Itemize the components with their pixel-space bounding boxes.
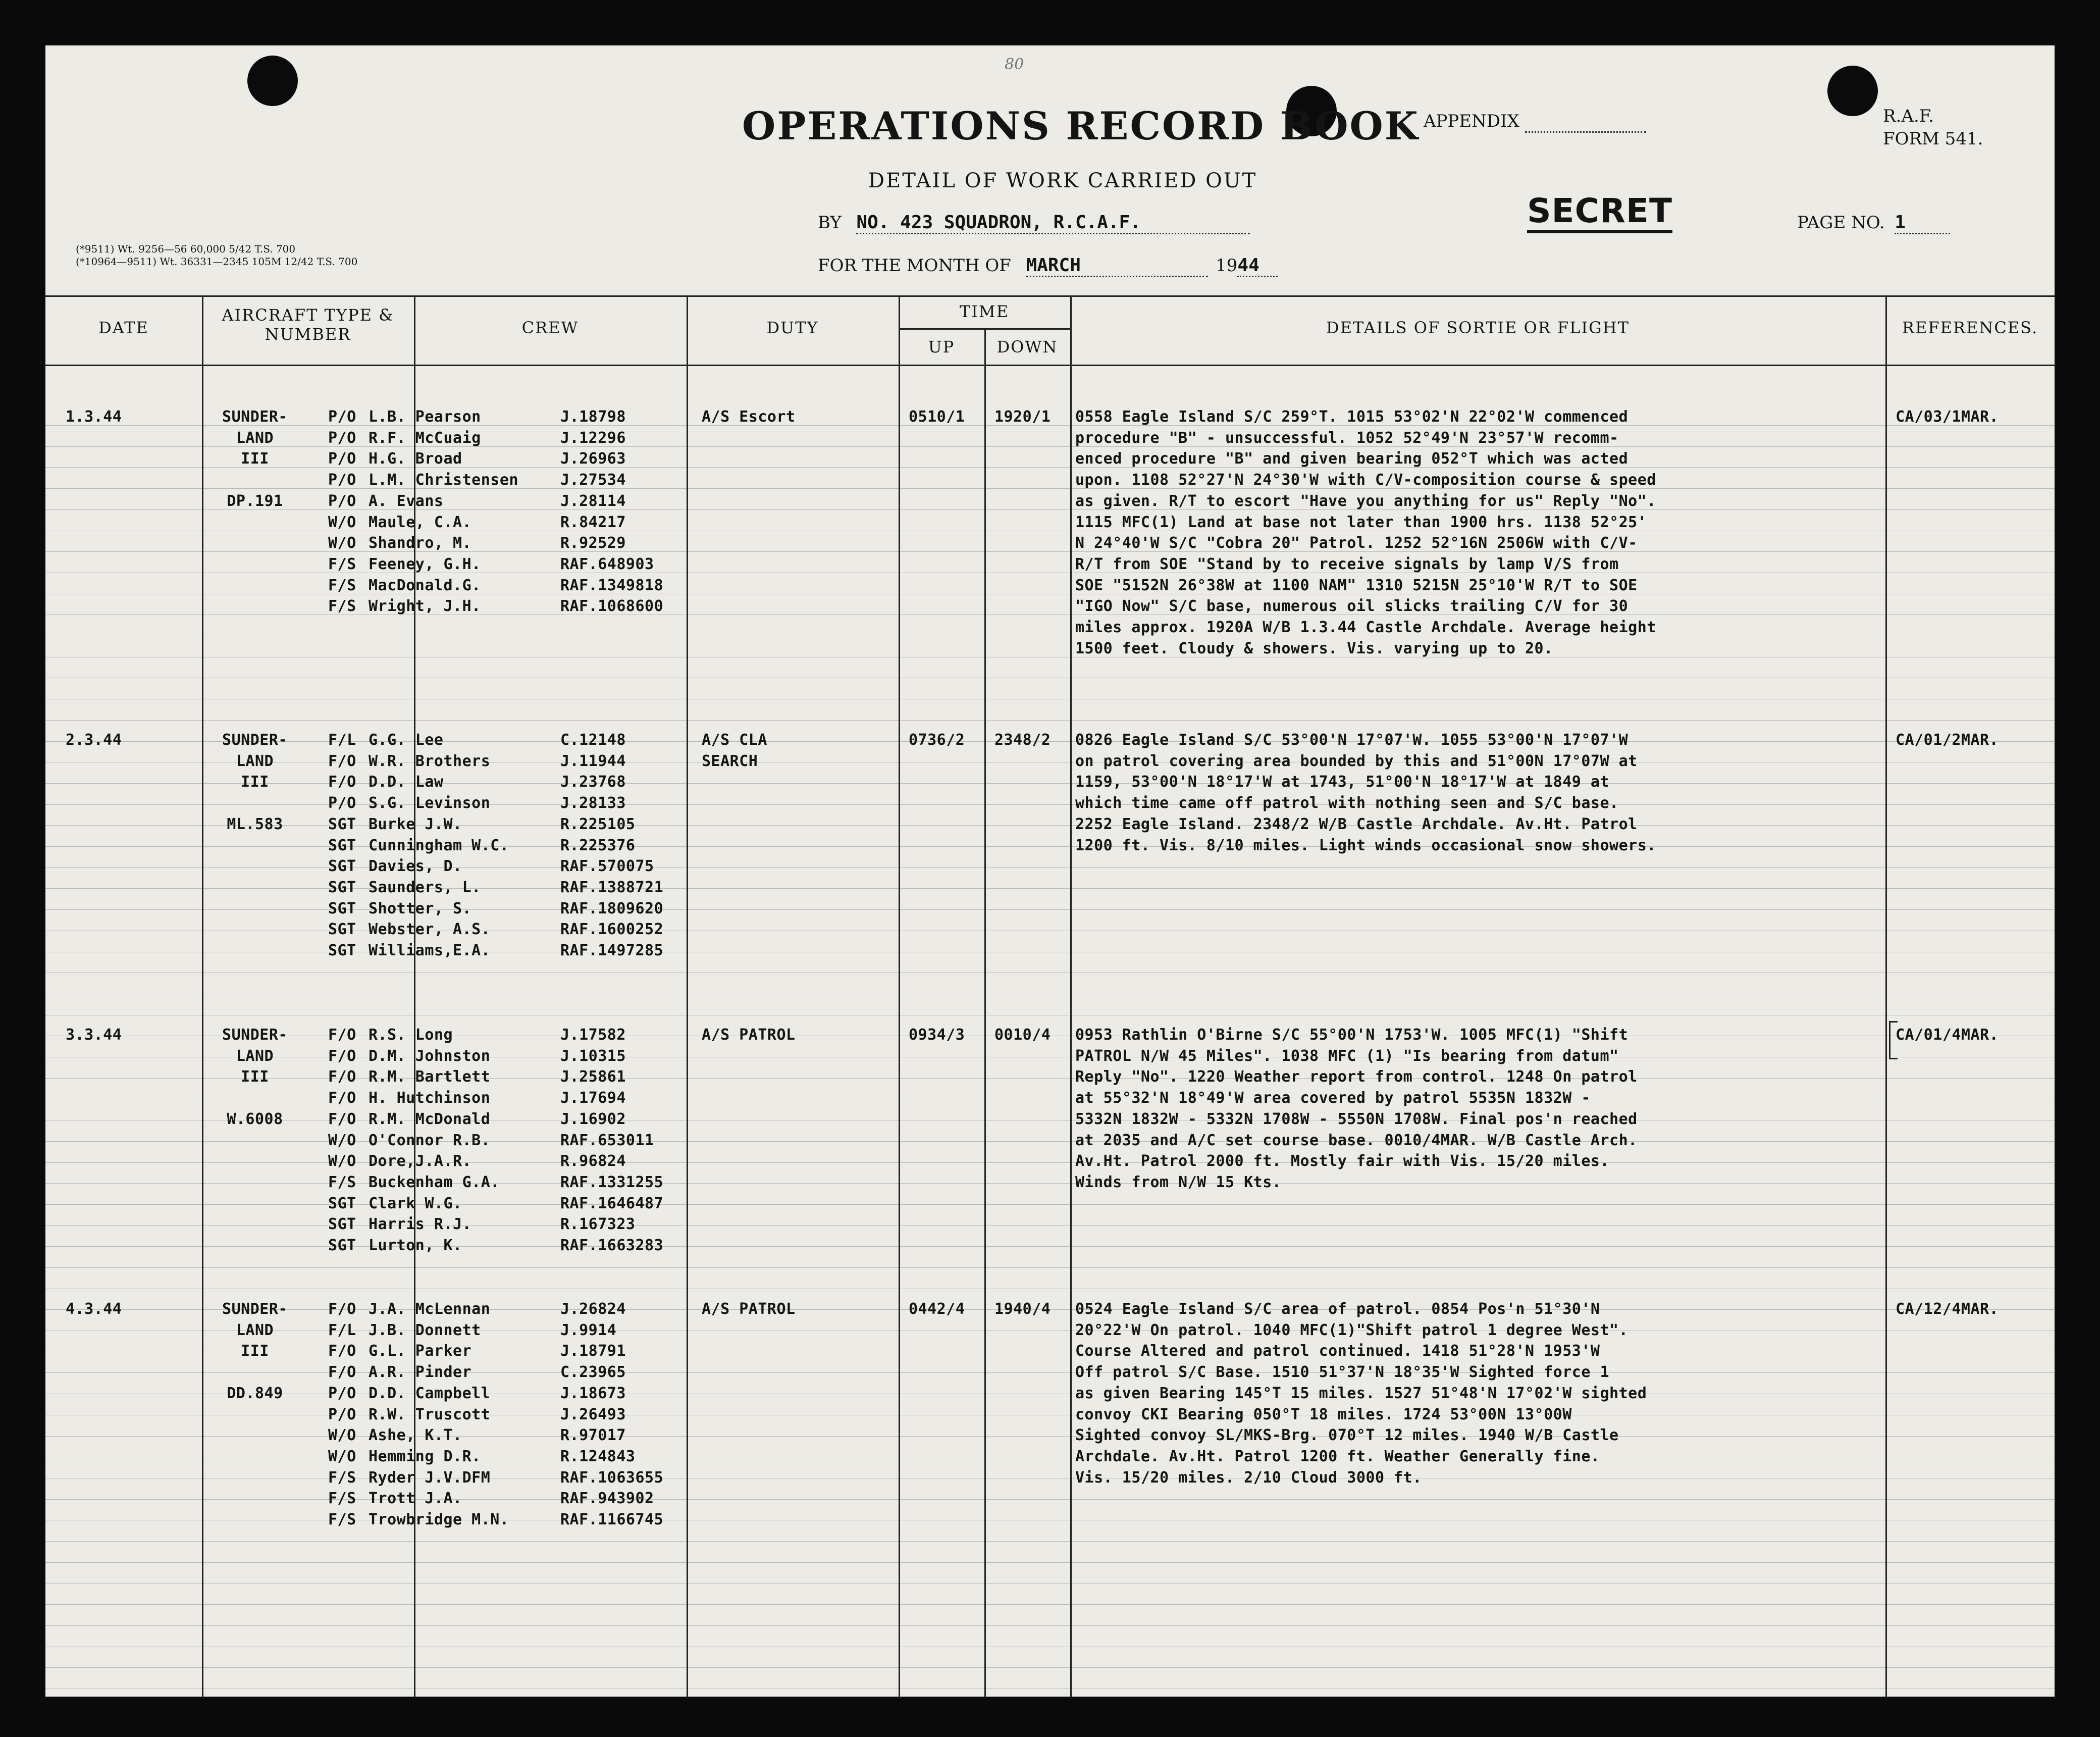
- sortie-date: 1.3.44: [66, 408, 122, 426]
- aircraft-line: III: [241, 450, 269, 468]
- crew-number: R.225105: [560, 815, 636, 833]
- detail-line: "IGO Now" S/C base, numerous oil slicks trailing C/V for 30: [1075, 597, 1629, 616]
- aircraft-line: DD.849: [227, 1384, 283, 1402]
- crew-rank: F/S: [328, 597, 356, 616]
- aircraft-line: LAND: [236, 1321, 274, 1339]
- crew-rank: F/S: [328, 555, 356, 573]
- crew-number: RAF.653011: [560, 1131, 654, 1149]
- time-up: 0510/1: [909, 408, 965, 426]
- crew-rank: W/O: [328, 513, 356, 531]
- crew-number: RAF.1388721: [560, 878, 664, 896]
- aircraft-line: III: [241, 1342, 269, 1360]
- crew-number: R.96824: [560, 1152, 626, 1170]
- crew-rank: SGT: [328, 1215, 356, 1234]
- detail-line: Sighted convoy SL/MKS-Brg. 070°T 12 miles. 1940 W/B Castle: [1075, 1426, 1619, 1445]
- time-down: 1940/4: [994, 1300, 1051, 1318]
- crew-name: R.S. Long: [369, 1026, 453, 1044]
- crew-name: Cunningham W.C.: [369, 836, 509, 854]
- crew-number: RAF.1331255: [560, 1173, 664, 1191]
- crew-name: J.A. McLennan: [369, 1300, 491, 1318]
- crew-name: Webster, A.S.: [369, 921, 491, 939]
- crew-rank: SGT: [328, 921, 356, 939]
- aircraft-line: DP.191: [227, 492, 283, 510]
- detail-line: on patrol covering area bounded by this and 51°00N 17°07W at: [1075, 752, 1638, 770]
- crew-number: RAF.1497285: [560, 942, 664, 959]
- crew-number: RAF.1063655: [560, 1468, 664, 1487]
- detail-line: Winds from N/W 15 Kts.: [1075, 1173, 1282, 1191]
- raf-label: R.A.F.: [1883, 106, 1934, 126]
- col-divider-crew: [687, 295, 688, 1697]
- crew-name: Trott J.A.: [369, 1490, 462, 1508]
- form-label: FORM 541.: [1883, 129, 1983, 149]
- ruled-line: [45, 720, 2055, 721]
- detail-line: miles approx. 1920A W/B 1.3.44 Castle Archdale. Average height: [1075, 619, 1656, 636]
- detail-line: PATROL N/W 45 Miles". 1038 MFC (1) "Is bearing from datum": [1075, 1047, 1619, 1065]
- detail-line: 5332N 1832W - 5332N 1708W - 5550N 1708W. Final pos'n reached: [1075, 1110, 1638, 1128]
- crew-rank: F/L: [328, 1321, 356, 1339]
- crew-rank: F/O: [328, 1047, 356, 1065]
- crew-name: O'Connor R.B.: [369, 1131, 491, 1149]
- crew-name: H. Hutchinson: [369, 1089, 491, 1107]
- crew-rank: F/L: [328, 731, 356, 749]
- crew-name: L.M. Christensen: [369, 471, 518, 489]
- crew-rank: P/O: [328, 471, 356, 489]
- crew-rank: SGT: [328, 899, 356, 917]
- crew-number: J.26824: [560, 1300, 626, 1318]
- col-divider-duty: [899, 295, 900, 1697]
- crew-number: J.17694: [560, 1089, 626, 1107]
- aircraft-line: SUNDER-: [222, 731, 288, 749]
- crew-name: A. Evans: [369, 492, 444, 510]
- page-title: OPERATIONS RECORD BOOK: [742, 104, 1420, 148]
- crew-name: R.F. McCuaig: [369, 429, 481, 447]
- table-header-border: [45, 365, 2055, 366]
- crew-name: Wright, J.H.: [369, 597, 481, 616]
- crew-name: J.B. Donnett: [369, 1321, 481, 1339]
- crew-rank: P/O: [328, 492, 356, 510]
- ruled-line: [45, 1625, 2055, 1626]
- detail-line: at 55°32'N 18°49'W area covered by patrol 5535N 1832W -: [1075, 1089, 1591, 1107]
- page-number: PAGE NO. 1: [1797, 212, 1950, 234]
- reference: CA/01/2MAR.: [1896, 731, 1999, 749]
- crew-number: RAF.648903: [560, 555, 654, 573]
- crew-name: L.B. Pearson: [369, 408, 481, 426]
- sortie-date: 4.3.44: [66, 1300, 122, 1318]
- print-code-2: (*10964—9511) Wt. 36331—2345 105M 12/42 T.S. 700: [76, 256, 358, 268]
- appendix-label: APPENDIX: [1424, 111, 1646, 133]
- crew-name: D.M. Johnston: [369, 1047, 491, 1065]
- reference: CA/03/1MAR.: [1896, 408, 1999, 426]
- crew-rank: F/O: [328, 1363, 356, 1382]
- ruled-line: [45, 1667, 2055, 1668]
- crew-name: Shandro, M.: [369, 534, 472, 552]
- crew-rank: F/O: [328, 1300, 356, 1318]
- crew-rank: F/S: [328, 1468, 356, 1487]
- detail-line: Vis. 15/20 miles. 2/10 Cloud 3000 ft.: [1075, 1468, 1422, 1487]
- detail-line: Archdale. Av.Ht. Patrol 1200 ft. Weather Generally fine.: [1075, 1447, 1600, 1465]
- crew-rank: P/O: [328, 794, 356, 812]
- aircraft-line: III: [241, 1068, 269, 1086]
- reference: CA/12/4MAR.: [1896, 1300, 1999, 1318]
- col-header-down: DOWN: [996, 337, 1058, 356]
- crew-rank: SGT: [328, 836, 356, 854]
- crew-rank: F/S: [328, 576, 356, 594]
- binder-hole-3: [1827, 66, 1878, 116]
- crew-name: Saunders, L.: [369, 878, 481, 896]
- ruled-line: [45, 1562, 2055, 1563]
- ruled-line: [45, 1267, 2055, 1268]
- detail-line: Av.Ht. Patrol 2000 ft. Mostly fair with Vis. 15/20 miles.: [1075, 1152, 1610, 1170]
- crew-name: Ryder J.V.DFM: [369, 1468, 491, 1487]
- crew-number: J.26493: [560, 1405, 626, 1423]
- crew-rank: SGT: [328, 815, 356, 833]
- crew-number: RAF.570075: [560, 857, 654, 876]
- crew-name: S.G. Levinson: [369, 794, 491, 812]
- crew-number: R.124843: [560, 1447, 636, 1465]
- time-down: 2348/2: [994, 731, 1051, 749]
- crew-name: D.D. Law: [369, 773, 444, 791]
- duty-line: A/S PATROL: [702, 1026, 796, 1044]
- detail-line: SOE "5152N 26°38W at 1100 NAM" 1310 5215N 25°10'W R/T to SOE: [1075, 576, 1638, 594]
- squadron-line: BY NO. 423 SQUADRON, R.C.A.F.: [818, 212, 1250, 234]
- detail-line: N 24°40'W S/C "Cobra 20" Patrol. 1252 52°16N 2506W with C/V-: [1075, 534, 1638, 552]
- crew-number: J.18673: [560, 1384, 626, 1402]
- reference-bracket: [1889, 1021, 1898, 1059]
- crew-name: H.G. Broad: [369, 450, 462, 468]
- crew-name: Dore,J.A.R.: [369, 1152, 472, 1170]
- detail-line: as given Bearing 145°T 15 miles. 1527 51°48'N 17°02'W sighted: [1075, 1384, 1647, 1402]
- crew-name: G.G. Lee: [369, 731, 444, 749]
- crew-number: RAF.1349818: [560, 576, 664, 594]
- crew-name: W.R. Brothers: [369, 752, 491, 770]
- crew-name: Davies, D.: [369, 857, 462, 876]
- print-code-1: (*9511) Wt. 9256—56 60,000 5/42 T.S. 700: [76, 243, 296, 255]
- crew-rank: F/O: [328, 773, 356, 791]
- col-header-details: DETAILS OF SORTIE OR FLIGHT: [1326, 318, 1630, 337]
- aircraft-line: SUNDER-: [222, 408, 288, 426]
- crew-name: D.D. Campbell: [369, 1384, 491, 1402]
- binder-hole-1: [247, 56, 298, 106]
- crew-number: J.16902: [560, 1110, 626, 1128]
- detail-line: 1500 feet. Cloudy & showers. Vis. varying up to 20.: [1075, 639, 1553, 657]
- duty-line: A/S Escort: [702, 408, 796, 426]
- time-up: 0442/4: [909, 1300, 965, 1318]
- aircraft-line: LAND: [236, 752, 274, 770]
- crew-number: J.9914: [560, 1321, 617, 1339]
- crew-rank: W/O: [328, 1131, 356, 1149]
- crew-rank: P/O: [328, 408, 356, 426]
- crew-number: R.167323: [560, 1215, 636, 1234]
- handwritten-note: 80: [1005, 56, 1024, 73]
- record-sheet: [45, 45, 2055, 1697]
- ruled-line: [45, 1604, 2055, 1605]
- table-top-border: [45, 295, 2055, 297]
- crew-number: J.17582: [560, 1026, 626, 1044]
- crew-number: J.12296: [560, 429, 626, 447]
- crew-rank: F/O: [328, 1026, 356, 1044]
- col-divider-time: [1070, 295, 1072, 1697]
- duty-line: A/S CLA: [702, 731, 767, 749]
- month-value: MARCH: [1026, 255, 1208, 277]
- crew-name: Maule, C.A.: [369, 513, 472, 531]
- crew-number: RAF.1809620: [560, 899, 664, 917]
- crew-name: R.W. Truscott: [369, 1405, 491, 1423]
- crew-number: RAF.1600252: [560, 921, 664, 939]
- col-divider-up: [984, 328, 986, 1697]
- crew-name: Buckenham G.A.: [369, 1173, 500, 1191]
- crew-number: J.11944: [560, 752, 626, 770]
- time-down: 0010/4: [994, 1026, 1051, 1044]
- detail-line: 2252 Eagle Island. 2348/2 W/B Castle Archdale. Av.Ht. Patrol: [1075, 815, 1638, 833]
- sortie-date: 2.3.44: [66, 731, 122, 749]
- crew-number: J.18798: [560, 408, 626, 426]
- reference: CA/01/4MAR.: [1896, 1026, 1999, 1044]
- time-down: 1920/1: [994, 408, 1051, 426]
- crew-number: J.27534: [560, 471, 626, 489]
- crew-name: Lurton, K.: [369, 1237, 462, 1254]
- col-header-duty: DUTY: [766, 318, 819, 337]
- aircraft-line: W.6008: [227, 1110, 283, 1128]
- detail-line: Course Altered and patrol continued. 1418 51°28'N 1953'W: [1075, 1342, 1600, 1360]
- crew-rank: P/O: [328, 1384, 356, 1402]
- crew-name: Williams,E.A.: [369, 942, 491, 959]
- crew-rank: W/O: [328, 1152, 356, 1170]
- crew-rank: F/S: [328, 1173, 356, 1191]
- crew-rank: F/O: [328, 1110, 356, 1128]
- detail-line: Off patrol S/C Base. 1510 51°37'N 18°35'W Sighted force 1: [1075, 1363, 1610, 1382]
- crew-rank: F/O: [328, 1342, 356, 1360]
- detail-line: 0826 Eagle Island S/C 53°00'N 17°07'W. 1055 53°00'N 17°07'W: [1075, 731, 1629, 749]
- classification-stamp: SECRET: [1527, 192, 1672, 233]
- detail-line: 1159, 53°00'N 18°17'W at 1743, 51°00'N 18°17'W at 1849 at: [1075, 773, 1610, 791]
- year-value: 44: [1237, 255, 1278, 277]
- crew-name: Clark W.G.: [369, 1194, 462, 1212]
- col-header-aircraft: AIRCRAFT TYPE & NUMBER: [222, 305, 394, 344]
- crew-number: RAF.1646487: [560, 1194, 664, 1212]
- aircraft-line: ML.583: [227, 815, 283, 833]
- col-header-up: UP: [928, 337, 955, 356]
- time-up: 0736/2: [909, 731, 965, 749]
- crew-rank: F/O: [328, 1089, 356, 1107]
- month-line: FOR THE MONTH OF MARCH 1944: [818, 255, 1278, 277]
- crew-rank: F/O: [328, 1068, 356, 1086]
- crew-number: J.25861: [560, 1068, 626, 1086]
- detail-line: 20°22'W On patrol. 1040 MFC(1)"Shift patrol 1 degree West".: [1075, 1321, 1629, 1339]
- detail-line: as given. R/T to escort "Have you anything for us" Reply "No".: [1075, 492, 1656, 510]
- crew-number: J.28114: [560, 492, 626, 510]
- crew-number: R.225376: [560, 836, 636, 854]
- crew-rank: F/S: [328, 1490, 356, 1508]
- detail-line: Reply "No". 1220 Weather report from control. 1248 On patrol: [1075, 1068, 1638, 1086]
- detail-line: 1115 MFC(1) Land at base not later than 1900 hrs. 1138 52°25': [1075, 513, 1647, 531]
- crew-rank: SGT: [328, 942, 356, 959]
- detail-line: which time came off patrol with nothing seen and S/C base.: [1075, 794, 1619, 812]
- crew-number: RAF.1068600: [560, 597, 664, 616]
- ruled-line: [45, 1541, 2055, 1542]
- detail-line: 0953 Rathlin O'Birne S/C 55°00'N 1753'W. 1005 MFC(1) "Shift: [1075, 1026, 1629, 1044]
- crew-rank: F/S: [328, 1511, 356, 1528]
- crew-name: Ashe, K.T.: [369, 1426, 462, 1445]
- col-divider-details: [1885, 295, 1887, 1697]
- crew-number: R.84217: [560, 513, 626, 531]
- crew-name: A.R. Pinder: [369, 1363, 472, 1382]
- crew-number: J.10315: [560, 1047, 626, 1065]
- aircraft-line: LAND: [236, 1047, 274, 1065]
- col-divider-date: [202, 295, 203, 1697]
- duty-line: A/S PATROL: [702, 1300, 796, 1318]
- crew-number: C.23965: [560, 1363, 626, 1382]
- crew-number: C.12148: [560, 731, 626, 749]
- crew-number: J.26963: [560, 450, 626, 468]
- crew-number: R.92529: [560, 534, 626, 552]
- crew-rank: P/O: [328, 450, 356, 468]
- crew-name: G.L. Parker: [369, 1342, 472, 1360]
- crew-name: Harris R.J.: [369, 1215, 472, 1234]
- crew-number: J.23768: [560, 773, 626, 791]
- detail-line: convoy CKI Bearing 050°T 18 miles. 1724 53°00N 13°00W: [1075, 1405, 1572, 1423]
- crew-rank: SGT: [328, 878, 356, 896]
- detail-line: 0524 Eagle Island S/C area of patrol. 0854 Pos'n 51°30'N: [1075, 1300, 1600, 1318]
- col-header-date: DATE: [98, 318, 149, 337]
- crew-rank: F/O: [328, 752, 356, 770]
- crew-name: Hemming D.R.: [369, 1447, 481, 1465]
- crew-rank: P/O: [328, 429, 356, 447]
- squadron-name: NO. 423 SQUADRON, R.C.A.F.: [856, 212, 1250, 234]
- crew-number: J.28133: [560, 794, 626, 812]
- crew-number: RAF.1663283: [560, 1237, 664, 1254]
- crew-name: Feeney, G.H.: [369, 555, 481, 573]
- crew-number: R.97017: [560, 1426, 626, 1445]
- crew-number: RAF.943902: [560, 1490, 654, 1508]
- crew-name: Shotter, S.: [369, 899, 472, 917]
- duty-line: SEARCH: [702, 752, 758, 770]
- detail-line: upon. 1108 52°27'N 24°30'W with C/V-composition course & speed: [1075, 471, 1656, 489]
- detail-line: at 2035 and A/C set course base. 0010/4MAR. W/B Castle Arch.: [1075, 1131, 1638, 1149]
- detail-line: procedure "B" - unsuccessful. 1052 52°49'N 23°57'W recomm-: [1075, 429, 1619, 447]
- crew-rank: W/O: [328, 1426, 356, 1445]
- crew-rank: W/O: [328, 534, 356, 552]
- crew-number: J.18791: [560, 1342, 626, 1360]
- detail-line: 1200 ft. Vis. 8/10 miles. Light winds occasional snow showers.: [1075, 836, 1656, 854]
- crew-rank: SGT: [328, 1194, 356, 1212]
- col-header-time: TIME: [959, 302, 1010, 321]
- aircraft-line: LAND: [236, 429, 274, 447]
- crew-rank: SGT: [328, 1237, 356, 1254]
- crew-name: R.M. McDonald: [369, 1110, 491, 1128]
- detail-line: enced procedure "B" and given bearing 052°T which was acted: [1075, 450, 1629, 468]
- crew-rank: P/O: [328, 1405, 356, 1423]
- page-subtitle: DETAIL OF WORK CARRIED OUT: [868, 169, 1257, 192]
- time-up: 0934/3: [909, 1026, 965, 1044]
- crew-name: Trowbridge M.N.: [369, 1511, 509, 1528]
- aircraft-line: SUNDER-: [222, 1300, 288, 1318]
- col-header-crew: CREW: [521, 318, 579, 337]
- crew-name: MacDonald.G.: [369, 576, 481, 594]
- crew-number: RAF.1166745: [560, 1511, 664, 1528]
- crew-rank: SGT: [328, 857, 356, 876]
- crew-rank: W/O: [328, 1447, 356, 1465]
- crew-name: Burke J.W.: [369, 815, 462, 833]
- aircraft-line: SUNDER-: [222, 1026, 288, 1044]
- detail-line: R/T from SOE "Stand by to receive signals by lamp V/S from: [1075, 555, 1619, 573]
- col-header-references: REFERENCES.: [1902, 318, 2038, 337]
- aircraft-line: III: [241, 773, 269, 791]
- crew-name: R.M. Bartlett: [369, 1068, 491, 1086]
- detail-line: 0558 Eagle Island S/C 259°T. 1015 53°02'N 22°02'W commenced: [1075, 408, 1629, 426]
- sortie-date: 3.3.44: [66, 1026, 122, 1044]
